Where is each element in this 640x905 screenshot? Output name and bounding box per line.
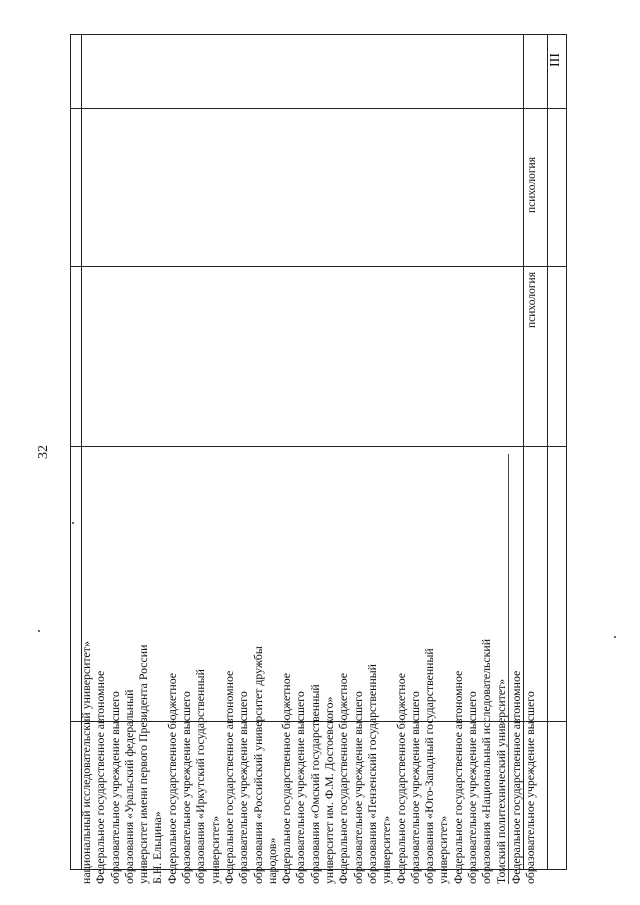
scan-dot [614, 636, 616, 638]
specialty-cell-2: психология [526, 157, 538, 213]
institution-line: университет имени первого Президента России [136, 644, 151, 884]
row-divider [71, 108, 566, 109]
row-divider [71, 266, 566, 267]
institution-line: образовательное учреждение высшего [350, 691, 365, 884]
institution-line: университет» [207, 815, 222, 884]
institution-line: образовательное учреждение высшего [523, 691, 538, 884]
institution-line: Федеральное государственное бюджетное [279, 673, 294, 884]
continued-line: национальный исследовательский университет» [79, 641, 93, 884]
institution-line: Федеральное государственное бюджетное [164, 673, 179, 884]
institution-line: образовательное учреждение высшего [107, 691, 122, 884]
institution-line: образования «Уральский федеральный [121, 689, 136, 884]
institution-line: образовательное учреждение высшего [179, 691, 194, 884]
institution-line: Б.Н. Ельцина» [150, 811, 165, 884]
institution-line: образовательное учреждение высшего [293, 691, 308, 884]
institution-line: Томский политехнический университет» [493, 678, 508, 884]
institution-line: образования «Омский государственный [307, 684, 322, 884]
scan-dot [38, 630, 40, 632]
page-number: 32 [36, 445, 51, 459]
institution-line: Федеральное государственное автономное [93, 670, 108, 884]
institution-line: Федеральное государственное бюджетное [336, 673, 351, 884]
institution-line: университет» [436, 815, 451, 884]
institution-line: образования «Юго-Западный государственный [422, 648, 437, 884]
institution-line: университет» [379, 815, 394, 884]
institution-line: образования «Иркутский государственный [193, 669, 208, 884]
institution-line: Федеральное государственное автономное [221, 670, 236, 884]
level-cell: III [548, 53, 563, 67]
institution-line: Федеральное государственное автономное [508, 670, 523, 884]
institution-line: образовательное учреждение высшего [407, 691, 422, 884]
institution-line: образовательное учреждение высшего [465, 691, 480, 884]
institution-line: образования «Российский университет дружбы [250, 646, 265, 884]
institution-line: образования «Пензенский государственный [364, 664, 379, 884]
column-divider [547, 35, 548, 869]
institution-line: университет им. Ф.М. Достоевского» [322, 696, 337, 884]
institution-line: Федеральное государственное автономное [450, 670, 465, 884]
institution-line: Федеральное государственное бюджетное [393, 673, 408, 884]
institution-line: образования «Национальный исследовательский [479, 638, 494, 884]
specialty-cell-1: психология [526, 272, 538, 328]
institutions-list [79, 454, 538, 884]
institution-line: образовательное учреждение высшего [236, 691, 251, 884]
institution-line: народов» [264, 837, 279, 884]
row-divider [71, 446, 566, 447]
